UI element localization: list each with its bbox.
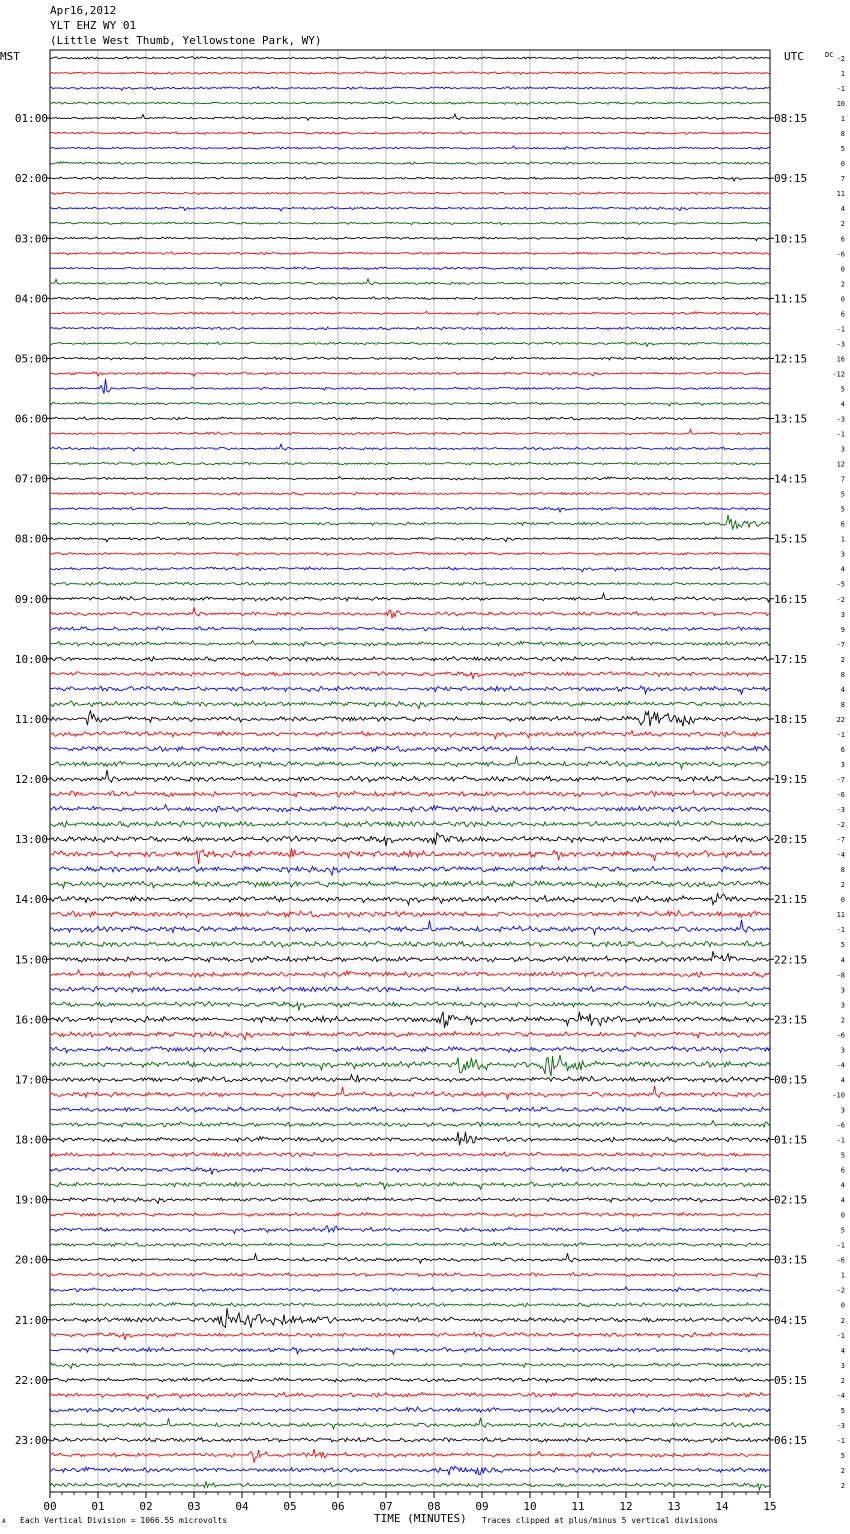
dc-offset-label: 2 <box>840 220 845 229</box>
x-tick-label: 09 <box>475 1500 489 1513</box>
trace-row <box>50 162 770 165</box>
utc-hour-label: 15:15 <box>774 532 808 546</box>
trace-row <box>50 1001 770 1010</box>
x-tick-label: 15 <box>763 1500 777 1513</box>
x-tick-label: 01 <box>91 1500 105 1513</box>
mst-hour-label: 01:00 <box>14 112 48 126</box>
utc-hour-label: 09:15 <box>774 172 808 186</box>
trace-row <box>50 1418 770 1429</box>
corner-mark: A <box>2 1518 6 1525</box>
dc-offset-label: -8 <box>836 971 845 980</box>
mst-hour-label: 07:00 <box>14 472 48 486</box>
clip-note: Traces clipped at plus/minus 5 vertical divisions <box>482 1516 719 1525</box>
trace-row <box>50 492 770 495</box>
dc-offset-label: 7 <box>840 175 845 184</box>
chart-date: Apr16,2012 <box>50 4 117 17</box>
trace-row <box>50 701 770 709</box>
trace-row <box>50 444 770 451</box>
dc-offset-label: 3 <box>840 1361 845 1370</box>
dc-offset-label: -1 <box>836 1331 845 1340</box>
mst-hour-label: 08:00 <box>14 532 48 546</box>
dc-offset-label: 5 <box>840 1451 845 1460</box>
trace-row <box>50 567 770 572</box>
dc-offset-label: 4 <box>840 956 845 965</box>
dc-offset-label: -4 <box>836 1391 845 1400</box>
dc-offset-label: 7 <box>840 475 845 484</box>
dc-offset-label: 0 <box>840 1211 845 1220</box>
dc-offset-label: -7 <box>836 640 845 649</box>
utc-hour-label: 21:15 <box>774 893 808 907</box>
dc-offset-label: -4 <box>836 1061 845 1070</box>
utc-hour-label: 12:15 <box>774 352 808 366</box>
trace-row <box>50 342 770 347</box>
x-tick-label: 05 <box>283 1500 297 1513</box>
trace-row <box>50 686 770 694</box>
trace-row <box>50 515 770 529</box>
trace-row <box>50 848 770 864</box>
dc-offset-label: 3 <box>840 1001 845 1010</box>
trace-row <box>50 756 770 769</box>
dc-offset-label: -6 <box>836 1121 845 1130</box>
dc-offset-label: -6 <box>836 791 845 800</box>
x-tick-label: 14 <box>715 1500 729 1513</box>
dc-label: DC <box>825 51 834 59</box>
utc-hour-label: 23:15 <box>774 1013 808 1027</box>
dc-offset-label: 6 <box>840 520 845 529</box>
dc-offset-label: 4 <box>840 1346 845 1355</box>
dc-offset-label: -1 <box>836 430 845 439</box>
trace-row <box>50 593 770 602</box>
trace-row <box>50 192 770 195</box>
dc-offset-label: 2 <box>840 1376 845 1385</box>
dc-offset-label: -6 <box>836 250 845 259</box>
dc-offset-label: 8 <box>840 670 845 679</box>
trace-row <box>50 627 770 631</box>
trace-row <box>50 72 770 75</box>
dc-offset-label: 0 <box>840 295 845 304</box>
trace-row <box>50 132 770 135</box>
trace-row <box>50 402 770 406</box>
trace-row <box>50 986 770 992</box>
mst-hour-label: 17:00 <box>14 1073 48 1087</box>
scale-note: Each Vertical Division = 1066.55 microvolts <box>20 1516 228 1525</box>
trace-row <box>50 379 770 394</box>
dc-offset-label: 3 <box>840 1106 845 1115</box>
trace-row <box>50 1378 770 1383</box>
dc-offset-label: -1 <box>836 926 845 935</box>
trace-row <box>50 920 770 935</box>
trace-row <box>50 57 770 60</box>
trace-row <box>50 1012 770 1028</box>
dc-offset-label: 1 <box>840 1271 845 1280</box>
utc-hour-label: 22:15 <box>774 953 808 967</box>
trace-row <box>50 552 770 555</box>
dc-offset-label: 4 <box>840 1181 845 1190</box>
dc-offset-label: -3 <box>836 806 845 815</box>
dc-offset-label: 2 <box>840 1481 845 1490</box>
trace-row <box>50 311 770 314</box>
trace-row <box>50 1302 770 1306</box>
dc-offset-label: 5 <box>840 505 845 514</box>
mst-hour-label: 18:00 <box>14 1133 48 1147</box>
trace-row <box>50 1152 770 1157</box>
trace-row <box>50 267 770 270</box>
dc-offset-label: 5 <box>840 490 845 499</box>
x-tick-label: 02 <box>139 1500 153 1513</box>
dc-offset-label: 9 <box>840 625 845 634</box>
dc-offset-label: 2 <box>840 1016 845 1025</box>
trace-row <box>50 746 770 752</box>
trace-row <box>50 881 770 888</box>
trace-row <box>50 805 770 812</box>
dc-offset-label: 4 <box>840 685 845 694</box>
dc-offset-label: 2 <box>840 1466 845 1475</box>
trace-row <box>50 222 770 225</box>
dc-offset-label: 2 <box>840 881 845 890</box>
mst-hour-label: 11:00 <box>14 712 48 726</box>
trace-row <box>50 1213 770 1217</box>
trace-row <box>50 1107 770 1112</box>
mst-hour-label: 02:00 <box>14 172 48 186</box>
dc-offset-label: -6 <box>836 1256 845 1265</box>
dc-offset-label: 22 <box>836 715 845 724</box>
dc-offset-label: 8 <box>840 866 845 875</box>
x-tick-label: 10 <box>523 1500 537 1513</box>
x-tick-label: 08 <box>427 1500 441 1513</box>
trace-row <box>50 417 770 420</box>
dc-offset-label: 1 <box>840 70 845 79</box>
x-tick-label: 04 <box>235 1500 249 1513</box>
chart-location: (Little West Thumb, Yellowstone Park, WY) <box>50 34 322 47</box>
mst-hour-label: 05:00 <box>14 352 48 366</box>
trace-row <box>50 1197 770 1203</box>
trace-row <box>50 1466 770 1475</box>
trace-row <box>50 1182 770 1189</box>
dc-offset-label: -7 <box>836 836 845 845</box>
trace-row <box>50 582 770 586</box>
dc-offset-label: 6 <box>840 1166 845 1175</box>
dc-offset-label: 0 <box>840 1301 845 1310</box>
trace-row <box>50 297 770 300</box>
mst-hour-label: 14:00 <box>14 893 48 907</box>
trace-row <box>50 893 770 905</box>
trace-row <box>50 1481 770 1490</box>
dc-offset-label: -3 <box>836 1421 845 1430</box>
dc-offset-label: -2 <box>836 821 845 830</box>
trace-row <box>50 327 770 330</box>
mst-hour-label: 04:00 <box>14 292 48 306</box>
dc-offset-label: -1 <box>836 85 845 94</box>
dc-offset-label: 1 <box>840 535 845 544</box>
dc-offset-label: 8 <box>840 130 845 139</box>
mst-hour-label: 06:00 <box>14 412 48 426</box>
utc-hour-label: 10:15 <box>774 232 808 246</box>
dc-offset-label: 0 <box>840 896 845 905</box>
x-tick-label: 11 <box>571 1500 585 1513</box>
trace-row <box>50 252 770 255</box>
mst-hour-label: 03:00 <box>14 232 48 246</box>
trace-row <box>50 641 770 646</box>
dc-offset-label: 4 <box>840 400 845 409</box>
mst-hour-label: 15:00 <box>14 953 48 967</box>
chart-station: YLT EHZ WY 01 <box>50 19 137 32</box>
dc-offset-label: -1 <box>836 1136 845 1145</box>
dc-offset-label: -2 <box>836 55 845 63</box>
dc-offset-label: 2 <box>840 1316 845 1325</box>
trace-row <box>50 1167 770 1175</box>
mst-hour-label: 10:00 <box>14 652 48 666</box>
trace-row <box>50 607 770 618</box>
dc-offset-label: 6 <box>840 235 845 244</box>
dc-offset-label: 10 <box>836 100 845 109</box>
dc-offset-label: 2 <box>840 280 845 289</box>
dc-offset-label: 3 <box>840 610 845 619</box>
trace-row <box>50 146 770 149</box>
dc-offset-label: 6 <box>840 310 845 319</box>
mst-hour-label: 23:00 <box>14 1433 48 1447</box>
x-axis-title: TIME (MINUTES) <box>374 1512 467 1525</box>
left-axis-label: MST <box>0 50 20 63</box>
trace-row <box>50 951 770 962</box>
trace-row <box>50 941 770 947</box>
x-tick-label: 13 <box>667 1500 681 1513</box>
dc-offset-label: 16 <box>836 355 845 364</box>
trace-row <box>50 462 770 465</box>
dc-offset-label: 11 <box>836 911 845 920</box>
utc-hour-label: 18:15 <box>774 712 808 726</box>
dc-offset-label: -3 <box>836 415 845 424</box>
trace-row <box>50 1132 770 1146</box>
mst-hour-label: 21:00 <box>14 1313 48 1327</box>
trace-row <box>50 1273 770 1277</box>
trace-row <box>50 207 770 211</box>
dc-offset-label: -7 <box>836 776 845 784</box>
mst-hour-label: 13:00 <box>14 833 48 847</box>
utc-hour-label: 00:15 <box>774 1073 808 1087</box>
trace-row <box>50 1347 770 1354</box>
trace-row <box>50 1075 770 1082</box>
dc-offset-label: -1 <box>836 1241 845 1250</box>
dc-offset-label: 3 <box>840 986 845 995</box>
trace-row <box>50 821 770 827</box>
x-tick-label: 03 <box>187 1500 201 1513</box>
dc-offset-label: -4 <box>836 851 845 860</box>
trace-row <box>50 1438 770 1443</box>
mst-hour-label: 19:00 <box>14 1193 48 1207</box>
trace-row <box>50 1449 770 1463</box>
dc-offset-label: 6 <box>840 745 845 754</box>
trace-row <box>50 430 770 436</box>
mst-hour-label: 22:00 <box>14 1373 48 1387</box>
trace-row <box>50 237 770 241</box>
dc-offset-label: 3 <box>840 550 845 559</box>
trace-row <box>50 911 770 918</box>
utc-hour-label: 08:15 <box>774 112 808 126</box>
dc-offset-label: 0 <box>840 160 845 169</box>
trace-row <box>50 1407 770 1412</box>
utc-hour-label: 03:15 <box>774 1253 808 1267</box>
dc-offset-label: -1 <box>836 730 845 739</box>
utc-hour-label: 17:15 <box>774 652 808 666</box>
trace-row <box>50 1031 770 1039</box>
trace-row <box>50 1055 770 1076</box>
utc-hour-label: 16:15 <box>774 592 808 606</box>
trace-row <box>50 537 770 542</box>
utc-hour-label: 14:15 <box>774 472 808 486</box>
trace-row <box>50 177 770 181</box>
utc-hour-label: 06:15 <box>774 1433 808 1447</box>
dc-offset-label: -3 <box>836 340 845 349</box>
trace-row <box>50 102 770 105</box>
dc-offset-label: 4 <box>840 565 845 574</box>
trace-row <box>50 1121 770 1127</box>
trace-row <box>50 672 770 680</box>
trace-row <box>50 970 770 977</box>
trace-row <box>50 1243 770 1247</box>
trace-row <box>50 507 770 512</box>
x-tick-label: 06 <box>331 1500 345 1513</box>
utc-hour-label: 05:15 <box>774 1373 808 1387</box>
dc-offset-label: 1 <box>840 115 845 124</box>
utc-hour-label: 13:15 <box>774 412 808 426</box>
dc-offset-label: 5 <box>840 1226 845 1235</box>
utc-hour-label: 19:15 <box>774 773 808 786</box>
trace-row <box>50 372 770 377</box>
trace-row <box>50 1253 770 1263</box>
trace-row <box>50 866 770 875</box>
trace-row <box>50 1363 770 1369</box>
dc-offset-label: 5 <box>840 1151 845 1160</box>
dc-offset-label: 5 <box>840 145 845 154</box>
dc-offset-label: 0 <box>840 265 845 274</box>
trace-row <box>50 731 770 739</box>
dc-offset-label: 4 <box>840 205 845 214</box>
trace-row <box>50 770 770 782</box>
dc-offset-label: -2 <box>836 1286 845 1295</box>
utc-hour-label: 01:15 <box>774 1133 808 1147</box>
trace-row <box>50 477 770 480</box>
trace-row <box>50 656 770 661</box>
trace-row <box>50 357 770 360</box>
dc-offset-label: -6 <box>836 1031 845 1040</box>
x-tick-label: 12 <box>619 1500 633 1513</box>
dc-offset-label: 3 <box>840 760 845 769</box>
dc-offset-label: -1 <box>836 325 845 334</box>
utc-hour-label: 04:15 <box>774 1313 808 1327</box>
dc-offset-label: -12 <box>832 370 845 379</box>
trace-row <box>50 87 770 91</box>
dc-offset-label: 5 <box>840 385 845 394</box>
utc-hour-label: 02:15 <box>774 1193 808 1207</box>
mst-hour-label: 12:00 <box>14 773 48 786</box>
trace-row <box>50 791 770 797</box>
trace-row <box>50 1392 770 1399</box>
trace-row <box>50 279 770 286</box>
trace-row <box>50 114 770 120</box>
trace-row <box>50 1226 770 1233</box>
right-axis-label: UTC <box>784 50 804 63</box>
trace-row <box>50 1287 770 1292</box>
trace-row <box>50 1308 770 1328</box>
dc-offset-label: 2 <box>840 655 845 664</box>
dc-offset-label: -2 <box>836 595 845 604</box>
trace-row <box>50 1086 770 1099</box>
dc-offset-label: 11 <box>836 190 845 199</box>
utc-hour-label: 11:15 <box>774 292 808 306</box>
dc-offset-label: 12 <box>836 460 845 469</box>
dc-offset-label: 3 <box>840 1046 845 1055</box>
mst-hour-label: 16:00 <box>14 1013 48 1027</box>
dc-offset-label: 8 <box>840 700 845 709</box>
dc-offset-label: -5 <box>836 580 845 589</box>
trace-row <box>50 710 770 726</box>
x-tick-label: 00 <box>43 1500 57 1513</box>
trace-row <box>50 833 770 846</box>
trace-row <box>50 1047 770 1053</box>
dc-offset-label: -10 <box>832 1091 845 1100</box>
trace-row <box>50 1332 770 1340</box>
dc-offset-label: 5 <box>840 941 845 950</box>
x-tick-label: 07 <box>379 1500 393 1513</box>
utc-hour-label: 20:15 <box>774 833 808 847</box>
dc-offset-label: 4 <box>840 1196 845 1205</box>
dc-offset-label: -1 <box>836 1436 845 1445</box>
mst-hour-label: 09:00 <box>14 592 48 606</box>
dc-offset-label: 4 <box>840 1076 845 1085</box>
dc-offset-label: 5 <box>840 1406 845 1415</box>
mst-hour-label: 20:00 <box>14 1253 48 1267</box>
dc-offset-label: 3 <box>840 445 845 454</box>
